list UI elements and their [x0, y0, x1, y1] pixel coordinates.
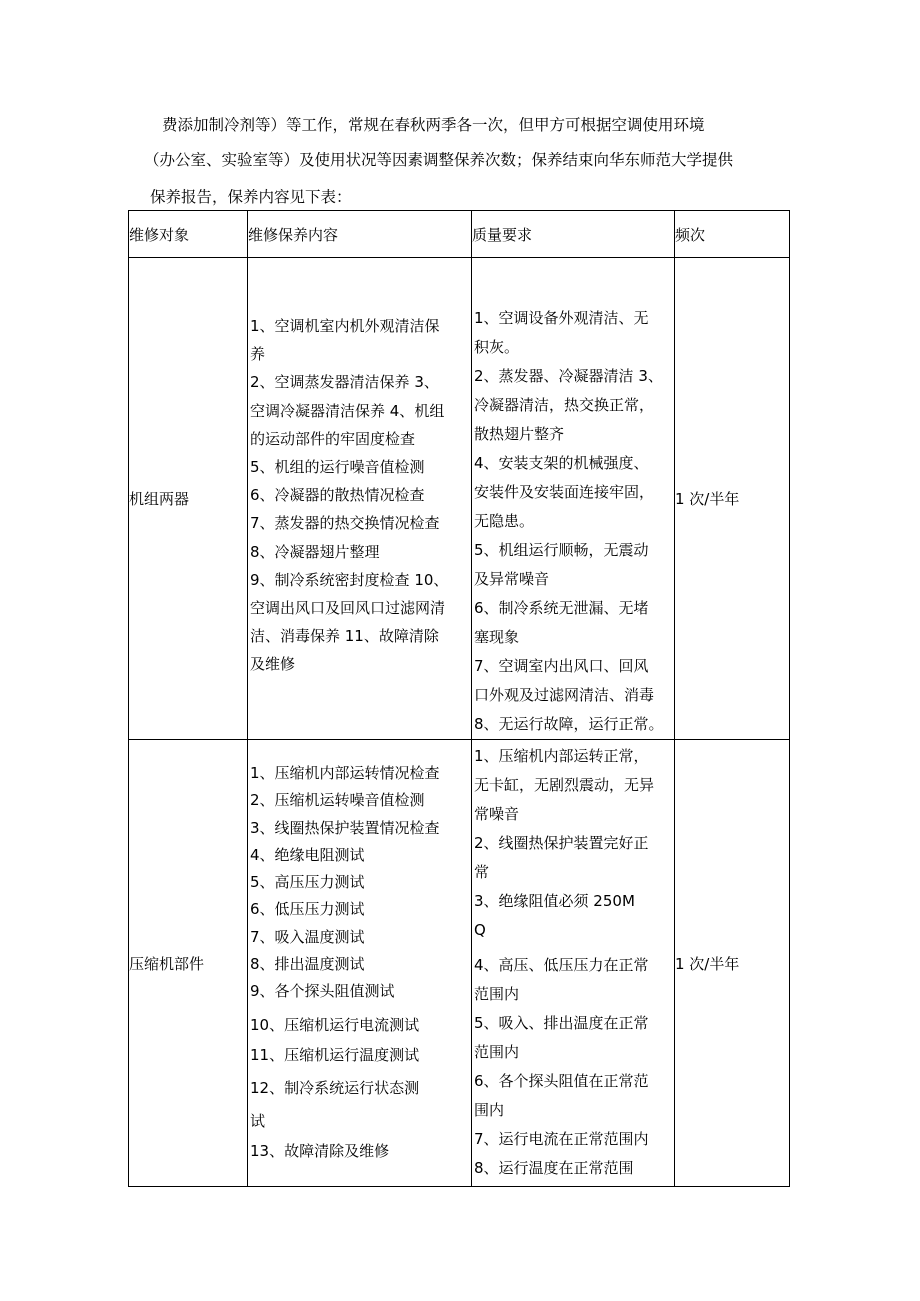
- quality-line: 无卡缸，无剧烈震动，无异: [474, 776, 655, 794]
- quality-line: Q: [474, 921, 486, 939]
- content-line: 11、压缩机运行温度测试: [250, 1045, 420, 1064]
- content-line: 养: [250, 345, 266, 364]
- content-line: 2、空调蒸发器清洁保养 3、: [250, 373, 439, 392]
- content-line: 试: [250, 1111, 266, 1130]
- content-line: 2、压缩机运转噪音值检测: [250, 791, 425, 810]
- table-header-row: [129, 211, 790, 258]
- quality-line: 4、高压、低压压力在正常: [474, 956, 649, 974]
- table-row: [129, 740, 790, 1187]
- content-line: 空调出风口及回风口过滤网清: [250, 599, 446, 618]
- quality-line: 5、吸入、排出温度在正常: [474, 1014, 649, 1032]
- header-content: 维修保养内容: [248, 211, 472, 258]
- header-frequency: 频次: [675, 211, 790, 258]
- content-line: 13、故障清除及维修: [250, 1141, 390, 1160]
- row-quality: [472, 258, 675, 740]
- quality-line: 1、空调设备外观清洁、无: [474, 309, 649, 327]
- quality-line: 6、各个探头阻值在正常范: [474, 1072, 649, 1090]
- content-line: 8、冷凝器翅片整理: [250, 542, 380, 561]
- content-line: 3、线圈热保护装置情况检查: [250, 818, 440, 837]
- content-line: 7、蒸发器的热交换情况检查: [250, 514, 440, 533]
- row-content: [248, 740, 472, 1187]
- header-quality: 质量要求: [472, 211, 675, 258]
- content-line: 空调冷凝器清洁保养 4、机组: [250, 401, 445, 420]
- quality-line: 积灰。: [474, 338, 520, 356]
- quality-line: 口外观及过滤网清洁、消毒: [474, 686, 655, 704]
- quality-line: 8、运行温度在正常范围: [474, 1159, 634, 1177]
- row-frequency: 1 次/半年: [675, 258, 790, 740]
- row-quality: [472, 740, 675, 1187]
- quality-line: 2、蒸发器、冷凝器清洁 3、: [474, 367, 663, 385]
- row-content: [248, 258, 472, 740]
- maintenance-table: [128, 210, 790, 1187]
- quality-line: 及异常噪音: [474, 570, 550, 588]
- content-line: 9、制冷系统密封度检查 10、: [250, 570, 449, 589]
- quality-line: 6、制冷系统无泄漏、无堵: [474, 599, 649, 617]
- quality-line: 7、运行电流在正常范围内: [474, 1130, 649, 1148]
- content-line: 12、制冷系统运行状态测: [250, 1078, 420, 1097]
- content-line: 7、吸入温度测试: [250, 927, 365, 946]
- quality-line: 4、安装支架的机械强度、: [474, 454, 649, 472]
- quality-line: 范围内: [474, 985, 520, 1003]
- intro-line-3: 保养报告，保养内容见下表：: [150, 188, 352, 206]
- quality-line: 常噪音: [474, 805, 520, 823]
- quality-line: 无隐患。: [474, 512, 535, 530]
- content-line: 及维修: [250, 655, 296, 674]
- content-line: 洁、消毒保养 11、故障清除: [250, 627, 439, 646]
- quality-line: 范围内: [474, 1043, 520, 1061]
- row-object: 机组两器: [129, 258, 248, 740]
- quality-line: 8、无运行故障，运行正常。: [474, 715, 664, 733]
- content-line: 的运动部件的牢固度检查: [250, 429, 416, 448]
- content-line: 10、压缩机运行电流测试: [250, 1015, 420, 1034]
- content-line: 5、机组的运行噪音值检测: [250, 458, 425, 477]
- content-line: 8、排出温度测试: [250, 955, 365, 974]
- table-row: [129, 258, 790, 740]
- content-line: 5、高压压力测试: [250, 873, 365, 892]
- quality-line: 散热翅片整齐: [474, 425, 565, 443]
- intro-line-2: （办公室、实验室等）及使用状况等因素调整保养次数；保养结束向华东师范大学提供: [144, 151, 734, 169]
- quality-line: 5、机组运行顺畅，无震动: [474, 541, 649, 559]
- content-line: 1、压缩机内部运转情况检查: [250, 764, 440, 782]
- intro-line-1: 费添加制冷剂等）等工作，常规在春秋两季各一次，但甲方可根据空调使用环境: [162, 116, 705, 134]
- content-line: 9、各个探头阻值测试: [250, 982, 395, 1001]
- content-line: 1、空调机室内机外观清洁保: [250, 317, 440, 335]
- quality-line: 1、压缩机内部运转正常，: [474, 747, 649, 765]
- row-object: 压缩机部件: [129, 740, 248, 1187]
- row-frequency: 1 次/半年: [675, 740, 790, 1187]
- quality-line: 围内: [474, 1101, 505, 1119]
- header-object: 维修对象: [129, 211, 248, 258]
- content-line: 6、低压压力测试: [250, 900, 365, 919]
- quality-line: 塞现象: [474, 628, 520, 646]
- quality-line: 3、绝缘阻值必须 250M: [474, 892, 635, 910]
- quality-line: 安装件及安装面连接牢固，: [474, 483, 655, 501]
- content-line: 4、绝缘电阻测试: [250, 845, 365, 864]
- quality-line: 7、空调室内出风口、回风: [474, 657, 649, 675]
- quality-line: 常: [474, 863, 490, 881]
- quality-line: 冷凝器清洁，热交换正常，: [474, 396, 655, 414]
- quality-line: 2、线圈热保护装置完好正: [474, 834, 649, 852]
- content-line: 6、冷凝器的散热情况检查: [250, 486, 425, 505]
